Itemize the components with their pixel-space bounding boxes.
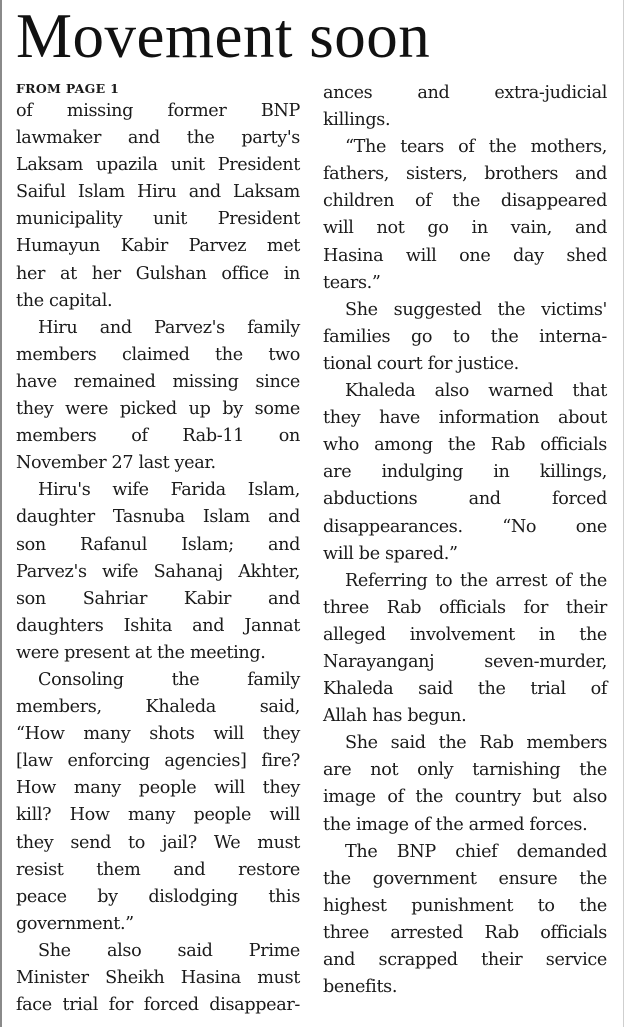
text-line: her at her Gulshan office in [16,263,300,284]
text-line: son Sahriar Kabir and [16,588,300,609]
text-line: they send to jail? We must [16,832,300,853]
text-line: the image of the armed forces. [323,814,588,835]
text-line: disappearances. “No one [323,516,607,537]
text-line: will not go in vain, and [323,218,607,239]
text-line: face trial for forced disappear- [16,995,300,1016]
text-line: Khaleda also warned that [345,381,607,402]
text-line: Narayanganj seven-murder, [323,651,607,672]
text-line: highest punishment to the [323,895,607,916]
text-line: She suggested the victims' [345,299,607,320]
text-line: benefits. [323,977,398,998]
left-column-text [16,98,300,1019]
text-line: kill? How many people will [16,805,300,826]
text-line: son Rafanul Islam; and [16,534,300,555]
text-line: they have information about [323,408,607,429]
text-line: members claimed the two [16,344,300,365]
text-line: “The tears of the mothers, [345,137,607,158]
text-line: daughters Ishita and Jannat [16,615,300,636]
text-line: She also said Prime [38,940,300,961]
text-line: peace by dislodging this [16,886,300,907]
text-line: She said the Rab members [345,733,607,754]
text-line: Hasina will one day shed [323,245,607,266]
text-line: Laksam upazila unit President [16,155,300,176]
text-line: image of the country but also [323,787,607,808]
text-line: Humayun Kabir Parvez met [16,236,300,257]
text-line: tional court for justice. [323,353,519,374]
text-line: and scrapped their service [323,950,607,970]
right-column [323,80,607,1001]
text-line: are not only tarnishing the [323,760,607,781]
text-line: members, Khaleda said, [16,697,300,718]
text-line: Hiru and Parvez's family [38,317,300,338]
left-column [16,80,300,1019]
text-line: Consoling the family [38,669,300,690]
text-line: Minister Sheikh Hasina must [16,968,300,988]
text-line: Allah has begun. [323,706,467,727]
text-line: lawmaker and the party's [16,128,300,149]
text-line: three arrested Rab officials [323,922,607,943]
text-line: children of the disappeared [323,191,607,212]
text-line: Hiru's wife Farida Islam, [38,480,300,501]
text-line: [law enforcing agencies] fire? [16,751,300,772]
text-line: are indulging in killings, [323,462,607,483]
text-line: killings. [323,110,391,131]
text-line: who among the Rab officials [323,435,607,456]
text-line: the capital. [16,290,113,311]
text-line: Saiful Islam Hiru and Laksam [16,182,300,203]
text-line: alleged involvement in the [323,624,607,645]
text-line: were present at the meeting. [16,642,266,663]
text-line: tears.” [323,272,381,293]
text-line: will be spared.” [323,543,458,564]
text-line: the government ensure the [323,868,607,889]
text-line: Khaleda said the trial of [323,679,607,700]
text-line: abductions and forced [323,489,607,510]
text-line: have remained missing since [16,371,300,392]
text-line: municipality unit President [16,209,300,230]
text-line: daughter Tasnuba Islam and [16,507,300,528]
text-line: Referring to the arrest of the [345,570,607,591]
text-line: members of Rab-11 on [16,426,300,447]
text-line: of missing former BNP [16,101,300,121]
text-line: The BNP chief demanded [345,841,607,862]
right-column-text [323,80,607,1001]
text-line: three Rab officials for their [323,597,607,618]
text-line: “How many shots will they [16,724,300,745]
text-line: they were picked up by some [16,399,300,420]
text-line: Parvez's wife Sahanaj Akhter, [16,561,300,582]
text-line: resist them and restore [16,859,300,880]
headline: Movement soon [16,1,431,71]
text-line: government.” [16,913,134,934]
text-line: families go to the interna- [323,326,607,347]
continuation-kicker: FROM PAGE 1 [16,81,120,96]
text-line: November 27 last year. [16,453,216,474]
text-line: fathers, sisters, brothers and [323,164,607,185]
text-line: How many people will they [16,778,300,799]
text-line: ances and extra-judicial [323,83,607,103]
